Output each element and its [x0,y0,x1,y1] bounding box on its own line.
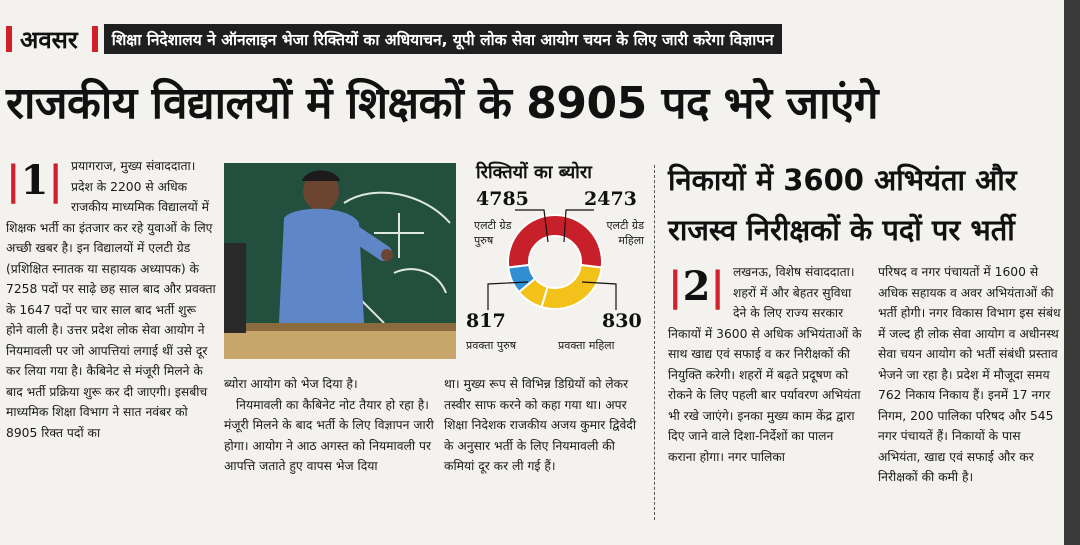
story1-paragraph-4: था। मुख्य रूप से विभिन्न डिग्रियों को लेकर तस्वीर साफ करने को कहा गया था। अपर शिक्षा निदेशक राजकीय अजय कुमार द्विवेदी के अनुसार भर्ती के लिए नियमावली की कमियां दूर कर ली गई हैं। [444,377,637,473]
lect-male-label: प्रवक्ता पुरुष [466,339,517,352]
story1-column-3 [444,374,646,477]
dropcap-2: |2| [668,263,725,310]
lt-female-value: 2473 [584,188,637,210]
story2-column-1 [668,262,864,467]
lect-female-label: प्रवक्ता महिला [558,339,615,352]
kicker-strip [0,18,1064,60]
infobox-title: रिक्तियों का ब्योरा [476,162,592,183]
story1-paragraph-1: प्रयागराज, मुख्य संवाददाता। प्रदेश के 2200 से अधिक राजकीय माध्यमिक विद्यालयों में शिक्षक भर्ती का इंतजार कर रहे युवाओं के लिए अच्छी खबर है। इन विद्यालयों में एलटी ग्रेड (प्रशिक्षित स्नातक या सहायक अध्यापक) के 7258 पदों पर साढ़े छह साल बाद और प्रवक्ता के 1647 पदों पर चार साल बाद भर्ती शुरू होने वाली है। उत्तर प्रदेश लोक सेवा आयोग ने नियमावली पर जो आपत्तियां लगाई थीं उसे दूर कर लिया गया है। कैबिनेट से मंजूरी मिलने के बाद भर्ती प्रक्रिया शुरू कर दी जाएगी। इसबीच माध्यमिक शिक्षा विभाग ने सात नवंबर को 8905 रिक्त पदों का [6,159,216,440]
kicker-label: अवसर [20,25,78,54]
lt-female-label: एलटी ग्रेड महिला [606,219,644,247]
story1-paragraph-2: ब्योरा आयोग को भेज दिया है। [224,377,358,391]
story1-paragraph-3: नियमावली का कैबिनेट नोट तैयार हो रहा है। मंजूरी मिलने के बाद भर्ती के लिए विज्ञापन जारी होगा। आयोग ने आठ अगस्त को नियमावली पर आपत्ति जताते हुए वापस भेज दिया [224,397,434,473]
lt-male-label: एलटी ग्रेड पुरुष [474,219,512,247]
teacher-photo [224,163,456,359]
lect-female-value: 830 [602,310,642,332]
story2-headline-line-2: राजस्व निरीक्षकों के पदों पर भर्ती [668,213,1015,247]
kicker-bar [6,26,12,52]
lect-male-value: 817 [466,310,506,332]
dropcap-1: |1| [6,157,63,204]
story2-headline-line-1: निकायों में 3600 अभियंता और [668,163,1017,197]
story2-headline [668,155,1064,255]
kicker-text: शिक्षा निदेशालय ने ऑनलाइन भेजा रिक्तियों का अधियाचन, यूपी लोक सेवा आयोग चयन के लिए जारी करेगा विज्ञापन [104,24,782,54]
donut-slice-1 [541,265,601,309]
story2-paragraph-1: लखनऊ, विशेष संवाददाता। शहरों में और बेहतर सुविधा देने के लिए राज्य सरकार निकायों में 3600 से अधिक अभियंताओं के साथ खाद्य एवं सफाई व कर निरीक्षकों की नियुक्ति करेगी। शहरों में बढ़ते प्रदूषण को रोकने के लिए पहली बार पर्यावरण अभियंता भी रखे जाएंगे। इनका मुख्य काम केंद्र द्वारा दिए जाने वाले दिशा-निर्देशों का पालन कराना होगा। नगर पालिका [668,265,862,464]
vacancy-infobox [462,160,646,360]
lt-male-value: 4785 [476,188,529,210]
story2-column-2 [878,262,1062,488]
story2-paragraph-2: परिषद व नगर पंचायतों में 1600 से अधिक सहायक व अवर अभियंताओं की भर्ती होगी। नगर विकास विभाग इस संबंध में जल्द ही लोक सेवा आयोग व अधीनस्थ सेवा चयन आयोग को भर्ती संबंधी प्रस्ताव भेजने जा रहा है। प्रदेश में मौजूदा समय 762 निकाय निकाय हैं। इनमें 17 नगर निगम, 200 पालिका परिषद और 545 नगर पंचायतें हैं। निकायों के पास अभियंता, खाद्य एवं सफाई और कर निरीक्षकों की कमी है। [878,265,1061,484]
story1-column-2 [224,374,436,477]
story1-column-1 [6,156,216,443]
page-edge [1064,0,1080,545]
donut-slice-0 [508,215,602,268]
column-divider [654,165,656,520]
kicker-bar [92,26,98,52]
main-headline: राजकीय विद्यालयों में शिक्षकों के 8905 पद भरे जाएंगे [6,78,879,129]
